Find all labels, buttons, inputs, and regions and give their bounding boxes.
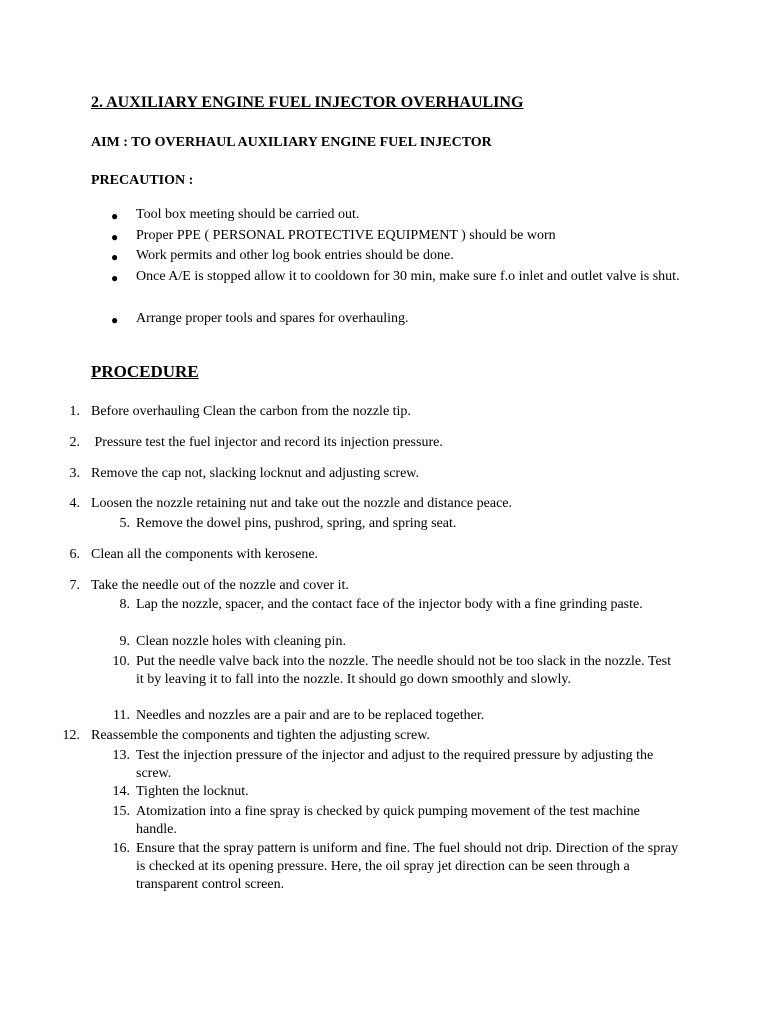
- step-text: Take the needle out of the nozzle and cover it.: [91, 578, 349, 593]
- precaution-text: Once A/E is stopped allow it to cooldown for 30 min, make sure f.o inlet and outlet valve is shut.: [136, 269, 680, 284]
- step-number: 10.: [112, 654, 130, 669]
- bullet-icon: ●: [111, 209, 119, 223]
- step-text: Put the needle valve back into the nozzle. The needle should not be too slack in the nozzle. Test it by leaving it to fall into the nozzle. It should go down smoothly and slowly.: [136, 654, 672, 687]
- step-text: Clean all the components with kerosene.: [91, 547, 319, 562]
- step-text: Pressure test the fuel injector and record its injection pressure.: [91, 435, 443, 450]
- step-text: Loosen the nozzle retaining nut and take out the nozzle and distance peace.: [91, 496, 512, 511]
- precaution-text: Arrange proper tools and spares for overhauling.: [136, 311, 409, 326]
- aim-line: AIM : TO OVERHAUL AUXILIARY ENGINE FUEL INJECTOR: [91, 135, 492, 150]
- step-number: 14.: [112, 784, 130, 799]
- step-number: 8.: [119, 597, 130, 612]
- document-title: 2. AUXILIARY ENGINE FUEL INJECTOR OVERHAULING: [91, 94, 524, 111]
- bullet-icon: ●: [111, 250, 119, 264]
- step-number: 9.: [119, 634, 130, 649]
- step-number: 1.: [69, 404, 80, 419]
- precaution-heading: PRECAUTION :: [91, 173, 194, 188]
- step-text: Remove the cap not, slacking locknut and adjusting screw.: [91, 466, 420, 481]
- precaution-text: Tool box meeting should be carried out.: [136, 207, 360, 222]
- step-number: 3.: [69, 466, 80, 481]
- step-number: 11.: [113, 708, 130, 723]
- step-number: 2.: [69, 435, 80, 450]
- step-text: Tighten the locknut.: [136, 784, 249, 799]
- bullet-icon: ●: [111, 313, 119, 327]
- step-number: 7.: [69, 578, 80, 593]
- step-text: Ensure that the spray pattern is uniform and fine. The fuel should not drip. Direction of the spray is checked at its opening pressure. Here, the oil spray jet direction can be seen through a transparent control screen.: [136, 841, 679, 892]
- step-number: 15.: [112, 804, 130, 819]
- procedure-heading: PROCEDURE: [91, 362, 199, 381]
- step-number: 6.: [69, 547, 80, 562]
- precaution-text: Work permits and other log book entries should be done.: [136, 248, 454, 263]
- step-text: Remove the dowel pins, pushrod, spring, and spring seat.: [136, 516, 457, 531]
- precaution-text: Proper PPE ( PERSONAL PROTECTIVE EQUIPMENT ) should be worn: [136, 228, 556, 243]
- step-text: Needles and nozzles are a pair and are to be replaced together.: [136, 708, 485, 723]
- step-text: Atomization into a fine spray is checked by quick pumping movement of the test machine handle.: [136, 804, 640, 837]
- step-number: 13.: [112, 748, 130, 763]
- bullet-icon: ●: [111, 271, 119, 285]
- step-text: Reassemble the components and tighten the adjusting screw.: [91, 728, 430, 743]
- step-text: Before overhauling Clean the carbon from the nozzle tip.: [91, 404, 411, 419]
- step-text: Lap the nozzle, spacer, and the contact face of the injector body with a fine grinding paste.: [136, 597, 643, 612]
- step-text: Clean nozzle holes with cleaning pin.: [136, 634, 346, 649]
- step-number: 4.: [69, 496, 80, 511]
- step-number: 16.: [112, 841, 130, 856]
- bullet-icon: ●: [111, 230, 119, 244]
- step-text: Test the injection pressure of the injector and adjust to the required pressure by adjusting the screw.: [136, 748, 654, 781]
- step-number: 12.: [62, 728, 80, 743]
- step-number: 5.: [119, 516, 130, 531]
